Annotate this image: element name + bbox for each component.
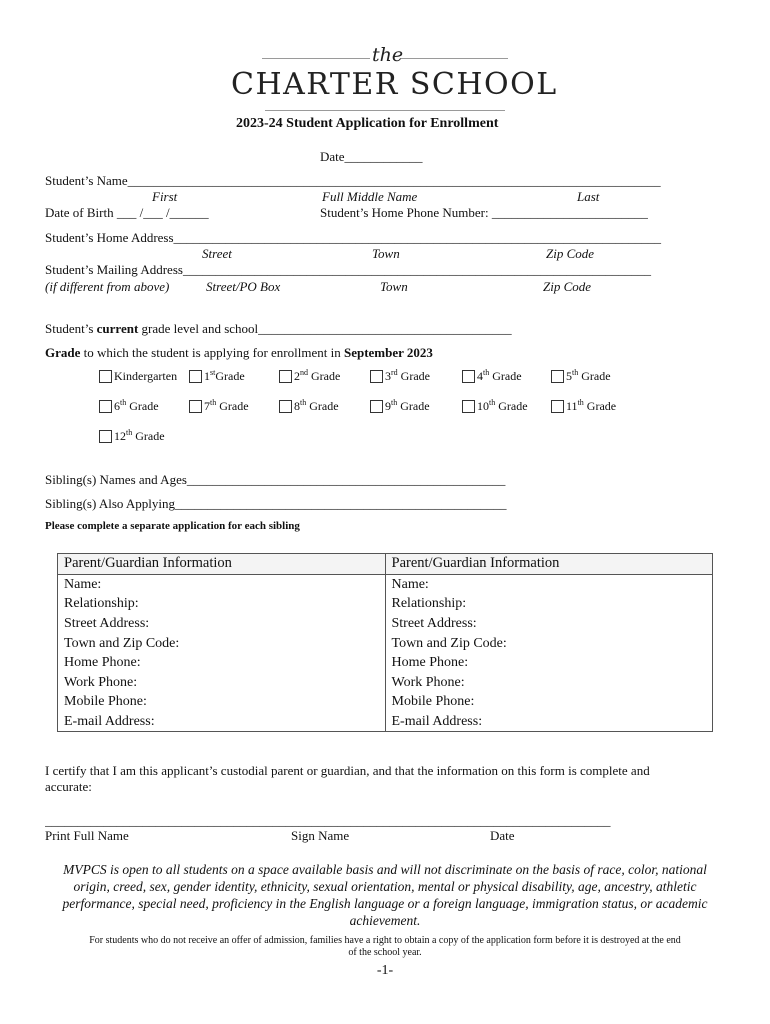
checkbox-square-icon[interactable] xyxy=(99,400,112,413)
home-phone-field[interactable]: Student’s Home Phone Number: ________________________ xyxy=(320,205,648,220)
date-of-birth-field[interactable]: Date of Birth ___ /___ /______ xyxy=(45,205,209,220)
grade-checkbox[interactable] xyxy=(279,369,340,384)
guardian-field-left[interactable]: Relationship: xyxy=(58,594,386,614)
print-name-label: Print Full Name xyxy=(45,828,129,843)
grade-checkbox[interactable] xyxy=(462,369,522,384)
sibling-applying-field[interactable]: Sibling(s) Also Applying___________________________________________________ xyxy=(45,496,507,511)
checkbox-square-icon[interactable] xyxy=(99,370,112,383)
grade-checkbox[interactable] xyxy=(370,399,430,414)
name-first-label: First xyxy=(152,189,178,204)
guardian-field-left[interactable]: E-mail Address: xyxy=(58,712,386,732)
guardian-field-left[interactable]: Street Address: xyxy=(58,614,386,634)
guardian-field-right[interactable]: Work Phone: xyxy=(385,673,713,693)
sibling-note: Please complete a separate application for each sibling xyxy=(45,520,300,532)
grade-label: 10th Grade xyxy=(477,398,528,413)
applying-bold-grade: Grade xyxy=(45,345,81,360)
notice-line-4: achievement. xyxy=(349,913,421,928)
logo-rule-left xyxy=(262,58,370,59)
mailing-street-label: Street/PO Box xyxy=(206,279,281,294)
fine-print-line-1: For students who do not receive an offer of admission, families have a right to obtain a copy of the application form before it is destroyed at the end xyxy=(89,935,681,946)
logo-rule-right xyxy=(400,58,508,59)
student-name-field[interactable]: Student’s Name__________________________________________________________________________________ xyxy=(45,173,661,188)
guardian-field-left[interactable]: Town and Zip Code: xyxy=(58,633,386,653)
signature-date-label: Date xyxy=(490,828,515,843)
current-grade-bold: current xyxy=(96,321,139,336)
applying-bold-date: September 2023 xyxy=(343,345,433,360)
guardian-field-right[interactable]: Name: xyxy=(385,574,713,594)
guardian-field-left[interactable]: Home Phone: xyxy=(58,653,386,673)
guardian-field-right[interactable]: Relationship: xyxy=(385,594,713,614)
sign-name-label: Sign Name xyxy=(291,828,350,843)
grade-checkbox[interactable] xyxy=(551,369,611,384)
guardian-field-left[interactable]: Mobile Phone: xyxy=(58,692,386,712)
grade-checkbox[interactable] xyxy=(189,399,249,414)
notice-line-1: MVPCS is open to all students on a space available basis and will not discriminate on the basis of race, color, national xyxy=(63,862,707,877)
current-grade-prefix: Student’s xyxy=(45,321,97,336)
grade-checkbox[interactable] xyxy=(370,369,430,384)
grade-label: 4th Grade xyxy=(477,368,522,383)
grade-checkbox[interactable] xyxy=(99,429,165,444)
logo-name: CHARTER SCHOOL xyxy=(231,67,558,102)
notice-line-2: origin, creed, sex, gender identity, ethnicity, sexual orientation, mental or physical disability, age, ancestry, athletic xyxy=(73,879,697,894)
certify-text-2: accurate: xyxy=(45,779,92,794)
notice-line-3: performance, special need, proficiency in the English language or a foreign language, immigration status, or academic xyxy=(62,896,708,911)
guardian-field-left[interactable]: Work Phone: xyxy=(58,673,386,693)
checkbox-square-icon[interactable] xyxy=(189,400,202,413)
checkbox-square-icon[interactable] xyxy=(370,400,383,413)
grade-label: 1stGrade xyxy=(204,368,245,383)
fine-print xyxy=(30,935,740,959)
grade-label: 5th Grade xyxy=(566,368,611,383)
guardian-table-row xyxy=(58,653,713,673)
guardian-field-left[interactable]: Name: xyxy=(58,574,386,594)
guardian-table xyxy=(57,553,713,732)
checkbox-square-icon[interactable] xyxy=(279,370,292,383)
guardian-table-row xyxy=(58,614,713,634)
grade-checkbox[interactable] xyxy=(99,369,177,384)
home-zip-label: Zip Code xyxy=(546,246,595,261)
home-address-field[interactable]: Student’s Home Address___________________________________________________________________________ xyxy=(45,230,662,245)
guardian-table-header xyxy=(58,554,713,575)
checkbox-square-icon[interactable] xyxy=(370,370,383,383)
grade-label: 8th Grade xyxy=(294,398,339,413)
grade-label: 7th Grade xyxy=(204,398,249,413)
name-last-label: Last xyxy=(577,189,600,204)
checkbox-square-icon[interactable] xyxy=(551,400,564,413)
applying-grade-label xyxy=(45,345,433,361)
mailing-town-label: Town xyxy=(380,279,408,294)
grade-label: 9th Grade xyxy=(385,398,430,413)
applying-middle: to which the student is applying for enrollment in xyxy=(80,345,344,360)
sibling-names-field[interactable]: Sibling(s) Names and Ages_________________________________________________ xyxy=(45,472,506,487)
grade-checkbox[interactable] xyxy=(551,399,616,414)
guardian-field-right[interactable]: Town and Zip Code: xyxy=(385,633,713,653)
mailing-address-field[interactable]: Student’s Mailing Address________________________________________________________________________ xyxy=(45,262,651,277)
guardian-field-right[interactable]: E-mail Address: xyxy=(385,712,713,732)
checkbox-square-icon[interactable] xyxy=(279,400,292,413)
checkbox-square-icon[interactable] xyxy=(551,370,564,383)
logo-rule-bottom xyxy=(265,110,505,111)
grade-checkbox[interactable] xyxy=(99,399,159,414)
grade-label: 12th Grade xyxy=(114,428,165,443)
grade-checkbox[interactable] xyxy=(279,399,339,414)
checkbox-square-icon[interactable] xyxy=(462,400,475,413)
grade-label: 6th Grade xyxy=(114,398,159,413)
guardian-field-right[interactable]: Street Address: xyxy=(385,614,713,634)
nondiscrimination-notice xyxy=(30,861,740,929)
guardian-table-row xyxy=(58,692,713,712)
signature-line[interactable]: _______________________________________________________________________________________ xyxy=(45,813,611,828)
guardian-table-row xyxy=(58,574,713,594)
guardian-table-row xyxy=(58,594,713,614)
certify-text-1: I certify that I am this applicant’s custodial parent or guardian, and that the information on this form is complete and xyxy=(45,763,650,778)
fine-print-line-2: of the school year. xyxy=(348,947,422,958)
checkbox-square-icon[interactable] xyxy=(189,370,202,383)
mailing-note: (if different from above) xyxy=(45,279,170,294)
grade-checkbox[interactable] xyxy=(189,369,245,384)
grade-label: 11th Grade xyxy=(566,398,617,413)
page-title: 2023-24 Student Application for Enrollment xyxy=(236,116,499,131)
grade-label: 3rd Grade xyxy=(385,368,430,383)
checkbox-square-icon[interactable] xyxy=(99,430,112,443)
mailing-zip-label: Zip Code xyxy=(543,279,592,294)
logo-the: the xyxy=(372,44,404,66)
grade-checkbox[interactable] xyxy=(462,399,528,414)
guardian-field-right[interactable]: Mobile Phone: xyxy=(385,692,713,712)
guardian-table-row xyxy=(58,633,713,653)
page-number: -1- xyxy=(376,963,394,978)
guardian-header-right: Parent/Guardian Information xyxy=(385,554,713,575)
guardian-field-right[interactable]: Home Phone: xyxy=(385,653,713,673)
grade-label: Kindergarten xyxy=(114,369,178,383)
current-grade-field[interactable] xyxy=(45,321,512,337)
guardian-table-row xyxy=(58,673,713,693)
current-grade-suffix: grade level and school_______________________________________ xyxy=(138,321,512,336)
name-middle-label: Full Middle Name xyxy=(322,189,418,204)
home-street-label: Street xyxy=(202,246,232,261)
guardian-header-left: Parent/Guardian Information xyxy=(58,554,386,575)
checkbox-square-icon[interactable] xyxy=(462,370,475,383)
guardian-table-row xyxy=(58,712,713,732)
home-town-label: Town xyxy=(372,246,400,261)
date-field[interactable]: Date____________ xyxy=(320,149,423,164)
grade-label: 2nd Grade xyxy=(294,368,341,383)
